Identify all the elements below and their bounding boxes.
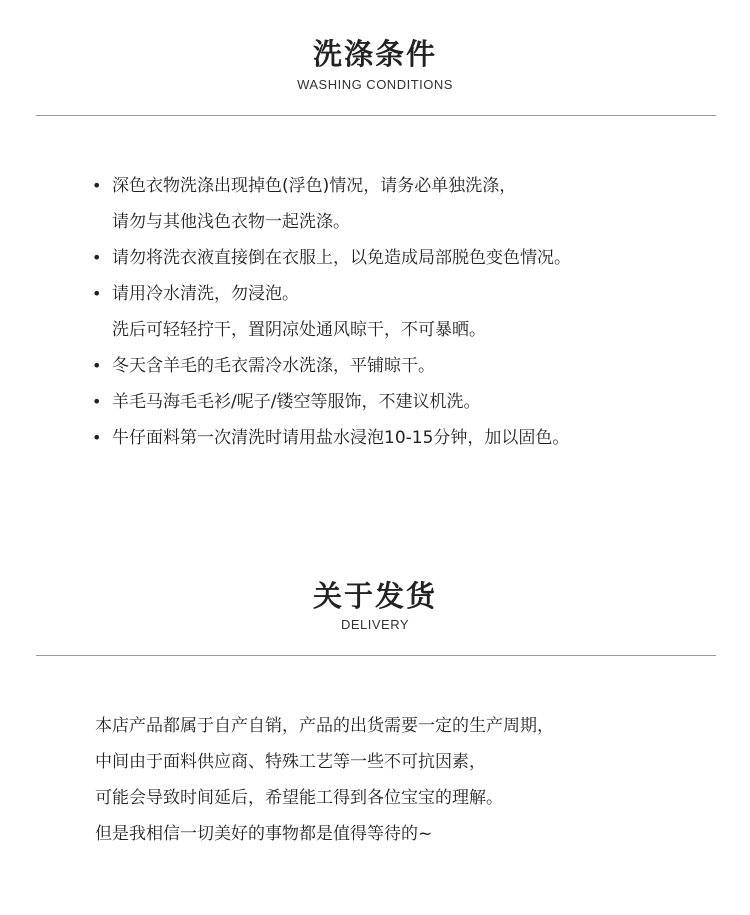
washing-line-text: 请勿与其他浅色衣物一起洗涤。 [112, 212, 350, 232]
delivery-line: 但是我相信一切美好的事物都是值得等待的~ [95, 824, 433, 844]
washing-line [92, 276, 712, 312]
washing-line [92, 348, 712, 384]
delivery-line: 中间由于面料供应商、特殊工艺等一些不可抗因素， [95, 752, 486, 772]
washing-line [92, 240, 712, 276]
washing-line-text: 羊毛马海毛毛衫/呢子/镂空等服饰，不建议机洗。 [112, 392, 481, 412]
bullet-dot: • [92, 284, 102, 303]
washing-line [92, 312, 712, 348]
delivery-divider [36, 655, 716, 656]
washing-line [92, 204, 712, 240]
washing-line-text: 冬天含羊毛的毛衣需冷水洗涤，平铺晾干。 [112, 356, 435, 376]
bullet-dot: • [92, 392, 102, 411]
washing-line-text: 深色衣物洗涤出现掉色(浮色)情况，请务必单独洗涤， [112, 176, 517, 196]
washing-line [92, 168, 712, 204]
washing-line [92, 384, 712, 420]
washing-line-text: 牛仔面料第一次清洗时请用盐水浸泡10-15分钟，加以固色。 [112, 428, 570, 448]
washing-line-text: 请用冷水清洗，勿浸泡。 [112, 284, 299, 304]
bullet-dot: • [92, 176, 102, 195]
bullet-dot: • [92, 356, 102, 375]
bullet-dot: • [92, 428, 102, 447]
bullet-dot: • [92, 248, 102, 267]
washing-divider [36, 115, 716, 116]
washing-title: 洗涤条件 [312, 37, 437, 71]
delivery-subtitle: DELIVERY [340, 617, 410, 632]
delivery-paragraph [95, 708, 695, 852]
delivery-line: 可能会导致时间延后，希望能工得到各位宝宝的理解。 [95, 788, 503, 808]
washing-line-text: 洗后可轻轻拧干，置阴凉处通风晾干，不可暴晒。 [112, 320, 486, 340]
washing-subtitle: WASHING CONDITIONS [297, 77, 453, 92]
delivery-line: 本店产品都属于自产自销，产品的出货需要一定的生产周期， [95, 716, 554, 736]
washing-line-text: 请勿将洗衣液直接倒在衣服上，以免造成局部脱色变色情况。 [112, 248, 571, 268]
delivery-title: 关于发货 [312, 579, 437, 613]
washing-list [92, 168, 712, 456]
washing-line [92, 420, 712, 456]
